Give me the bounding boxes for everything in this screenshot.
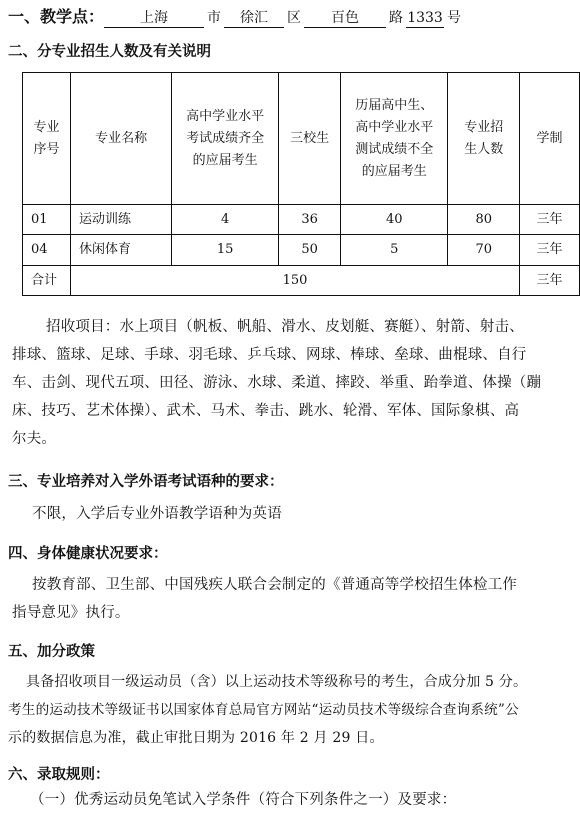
header-three-schools: 三校生: [279, 73, 341, 205]
header-total: 专业招 生人数: [448, 73, 520, 205]
cell-incomplete: 40: [341, 205, 448, 235]
recruit-line-2: 排球、篮球、足球、手球、羽毛球、乒乓球、网球、棒球、垒球、曲棍球、自行: [12, 347, 527, 363]
cell-complete: 4: [172, 205, 279, 235]
cell-total: 80: [448, 205, 520, 235]
section-5-heading: 五、加分政策: [8, 644, 95, 660]
section-5-line-3: 示的数据信息为准，截止审批日期为 2016 年 2 月 29 日。: [8, 730, 384, 746]
cell-name: 休闲体育: [71, 235, 172, 266]
table-header-row: [23, 73, 580, 205]
venue-road-suffix: 路: [389, 10, 404, 26]
venue-line: [8, 4, 464, 28]
cell-seq: 04: [23, 235, 71, 266]
recruit-line-5: 尔夫。: [12, 431, 57, 447]
section-4-heading: 四、身体健康状况要求：: [8, 546, 168, 562]
header-name: 专业名称: [71, 73, 172, 205]
recruit-line-1: 招收项目：水上项目（帆板、帆船、滑水、皮划艇、赛艇）、射箭、射击、: [46, 319, 524, 335]
cell-complete: 15: [172, 235, 279, 266]
venue-heading: 一、教学点：: [8, 7, 105, 26]
header-complete: 高中学业水平 考试成绩齐全 的应届考生: [172, 73, 279, 205]
venue-city-suffix: 市: [207, 10, 222, 26]
section-6-sub: （一）优秀运动员免笔试入学条件（符合下列条件之一）及要求：: [30, 792, 457, 808]
section-2-heading: 二、分专业招生人数及有关说明: [8, 44, 211, 60]
venue-district: 徐汇: [224, 10, 284, 28]
venue-number: 1333: [407, 10, 443, 26]
recruit-line-4: 床、技巧、艺术体操）、武术、马术、拳击、跳水、轮滑、军体、国际象棋、高: [12, 403, 520, 419]
table-sum-row: [23, 266, 580, 296]
header-incomplete: 历届高中生、 高中学业水平 测试成绩不全 的应届考生: [341, 73, 448, 205]
section-4-line-1: 按教育部、卫生部、中国残疾人联合会制定的《普通高等学校招生体检工作: [32, 577, 518, 593]
cell-incomplete: 5: [341, 235, 448, 266]
section-3-text: 不限，入学后专业外语教学语种为英语: [32, 506, 282, 522]
cell-duration: 三年: [520, 205, 580, 235]
section-5-line-1: 具备招收项目一级运动员（含）以上运动技术等级称号的考生，合成分加 5 分。: [26, 674, 528, 690]
section-4-line-2: 指导意见》执行。: [12, 605, 130, 621]
venue-city: 上海: [104, 10, 204, 28]
table-row: [23, 235, 580, 266]
cell-sum-duration: 三年: [520, 266, 580, 296]
venue-road: 百色: [304, 10, 386, 28]
enrollment-table: [22, 72, 580, 296]
cell-three-schools: 36: [279, 205, 341, 235]
section-3-heading: 三、专业培养对入学外语考试语种的要求：: [8, 474, 284, 490]
cell-name: 运动训练: [71, 205, 172, 235]
cell-three-schools: 50: [279, 235, 341, 266]
cell-seq: 01: [23, 205, 71, 235]
section-6-heading: 六、录取规则：: [8, 767, 110, 783]
cell-duration: 三年: [520, 235, 580, 266]
venue-district-suffix: 区: [287, 10, 302, 26]
cell-sum-value: 150: [71, 266, 520, 296]
cell-sum-label: 合计: [23, 266, 71, 296]
table-row: [23, 205, 580, 235]
recruit-line-3: 车、击剑、现代五项、田径、游泳、水球、柔道、摔跤、举重、跆拳道、体操（蹦: [12, 375, 542, 391]
header-seq: 专业 序号: [23, 73, 71, 205]
venue-number-suffix: 号: [447, 10, 462, 26]
section-5-line-2: 考生的运动技术等级证书以国家体育总局官方网站“运动员技术等级综合查询系统”公: [8, 702, 519, 718]
cell-total: 70: [448, 235, 520, 266]
header-duration: 学制: [520, 73, 580, 205]
